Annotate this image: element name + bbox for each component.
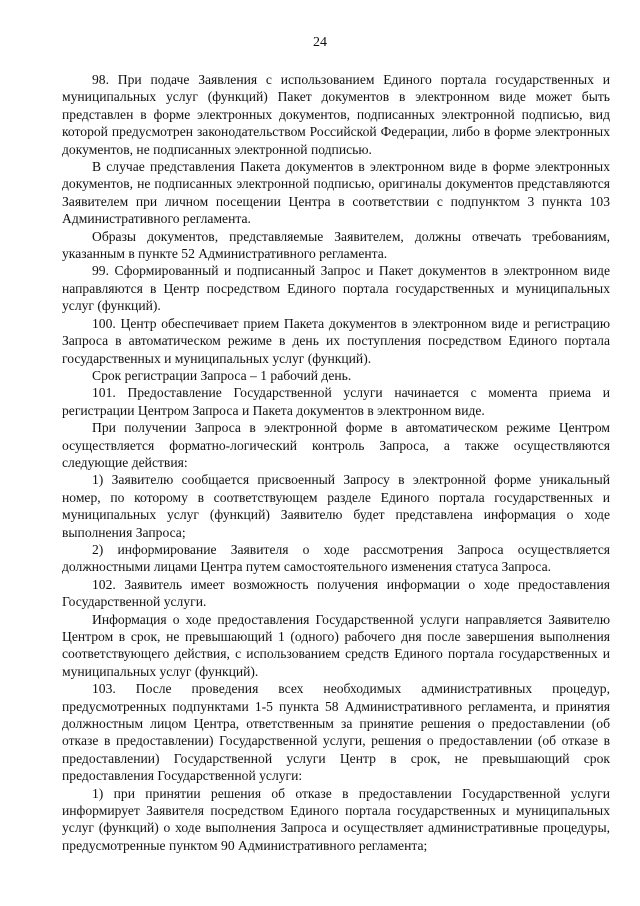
- paragraph-98-originals: В случае представления Пакета документов в электронном виде в форме электронных документов, не подписанных электронной подписью, оригиналы документов представляются Заявителем при личном посещении Центра в соответствии с подпунктом 3 пункта 103 Административного регламента.: [62, 159, 610, 227]
- paragraph-98-images: Образы документов, представляемые Заявителем, должны отвечать требованиям, указанным в пункте 52 Административного регламента.: [62, 228, 610, 262]
- paragraph-101-item-2: 2) информирование Заявителя о ходе рассмотрения Запроса осуществляется должностными лицами Центра путем самостоятельного изменения статуса Запроса.: [62, 541, 610, 575]
- paragraph-103-item-1: 1) при принятии решения об отказе в предоставлении Государственной услуги информирует Заявителя посредством Единого портала государственных и муниципальных услуг (функций) о ходе выполнения Запроса и осуществляет административные процедуры, предусмотренные пунктом 90 Административного регламента;: [62, 785, 610, 853]
- paragraph-102: 102. Заявитель имеет возможность получения информации о ходе предоставления Государственной услуги.: [62, 576, 610, 610]
- paragraph-101-item-1: 1) Заявителю сообщается присвоенный Запросу в электронной форме уникальный номер, по которому в соответствующем разделе Единого портала государственных и муниципальных услуг (функций) Заявителю будет представлена информация о ходе выполнения Запроса;: [62, 472, 610, 540]
- paragraph-101: 101. Предоставление Государственной услуги начинается с момента приема и регистрации Центром Запроса и Пакета документов в электронном виде.: [62, 385, 610, 418]
- paragraph-100-term: Срок регистрации Запроса – 1 рабочий день.: [92, 367, 352, 383]
- paragraph-102-info: Информация о ходе предоставления Государственной услуги направляется Заявителю Центром в срок, не превышающий 1 (одного) рабочего дня после завершения выполнения соответствующего действия, с использованием средств Единого портала государственных и муниципальных услуг (функций).: [62, 611, 610, 679]
- page-number: 24: [313, 35, 327, 50]
- paragraph-101-control: При получении Запроса в электронной форме в автоматическом режиме Центром осуществляется форматно-логический контроль Запроса, а также осуществляются следующие действия:: [62, 420, 610, 470]
- paragraph-99: 99. Сформированный и подписанный Запрос и Пакет документов в электронном виде направляются в Центр посредством Единого портала государственных и муниципальных услуг (функций).: [62, 263, 610, 314]
- paragraph-100: 100. Центр обеспечивает прием Пакета документов в электронном виде и регистрацию Запроса в автоматическом режиме в день их поступления посредством Единого портала государственных и муниципальных услуг (функций).: [62, 315, 610, 366]
- document-body: [62, 71, 610, 854]
- paragraph-98: 98. При подаче Заявления с использованием Единого портала государственных и муниципальных услуг (функций) Пакет документов в электронном виде может быть представлен в форме электронных документов, подписанных электронной подписью, вид которой предусмотрен законодательством Российской Федерации, либо в форме электронных документов, не подписанных электронной подписью.: [62, 72, 610, 157]
- paragraph-103: 103. После проведения всех необходимых административных процедур, предусмотренных подпунктами 1-5 пункта 58 Административного регламента, и принятия должностным лицом Центра, ответственным за принятие решения о предоставлении (об отказе в предоставлении) Государственной услуги, решения о предоставлении (об отказе в предоставлении) Государственной услуги Центр в срок, не превышающий срок предоставления Государственной услуги:: [62, 681, 610, 784]
